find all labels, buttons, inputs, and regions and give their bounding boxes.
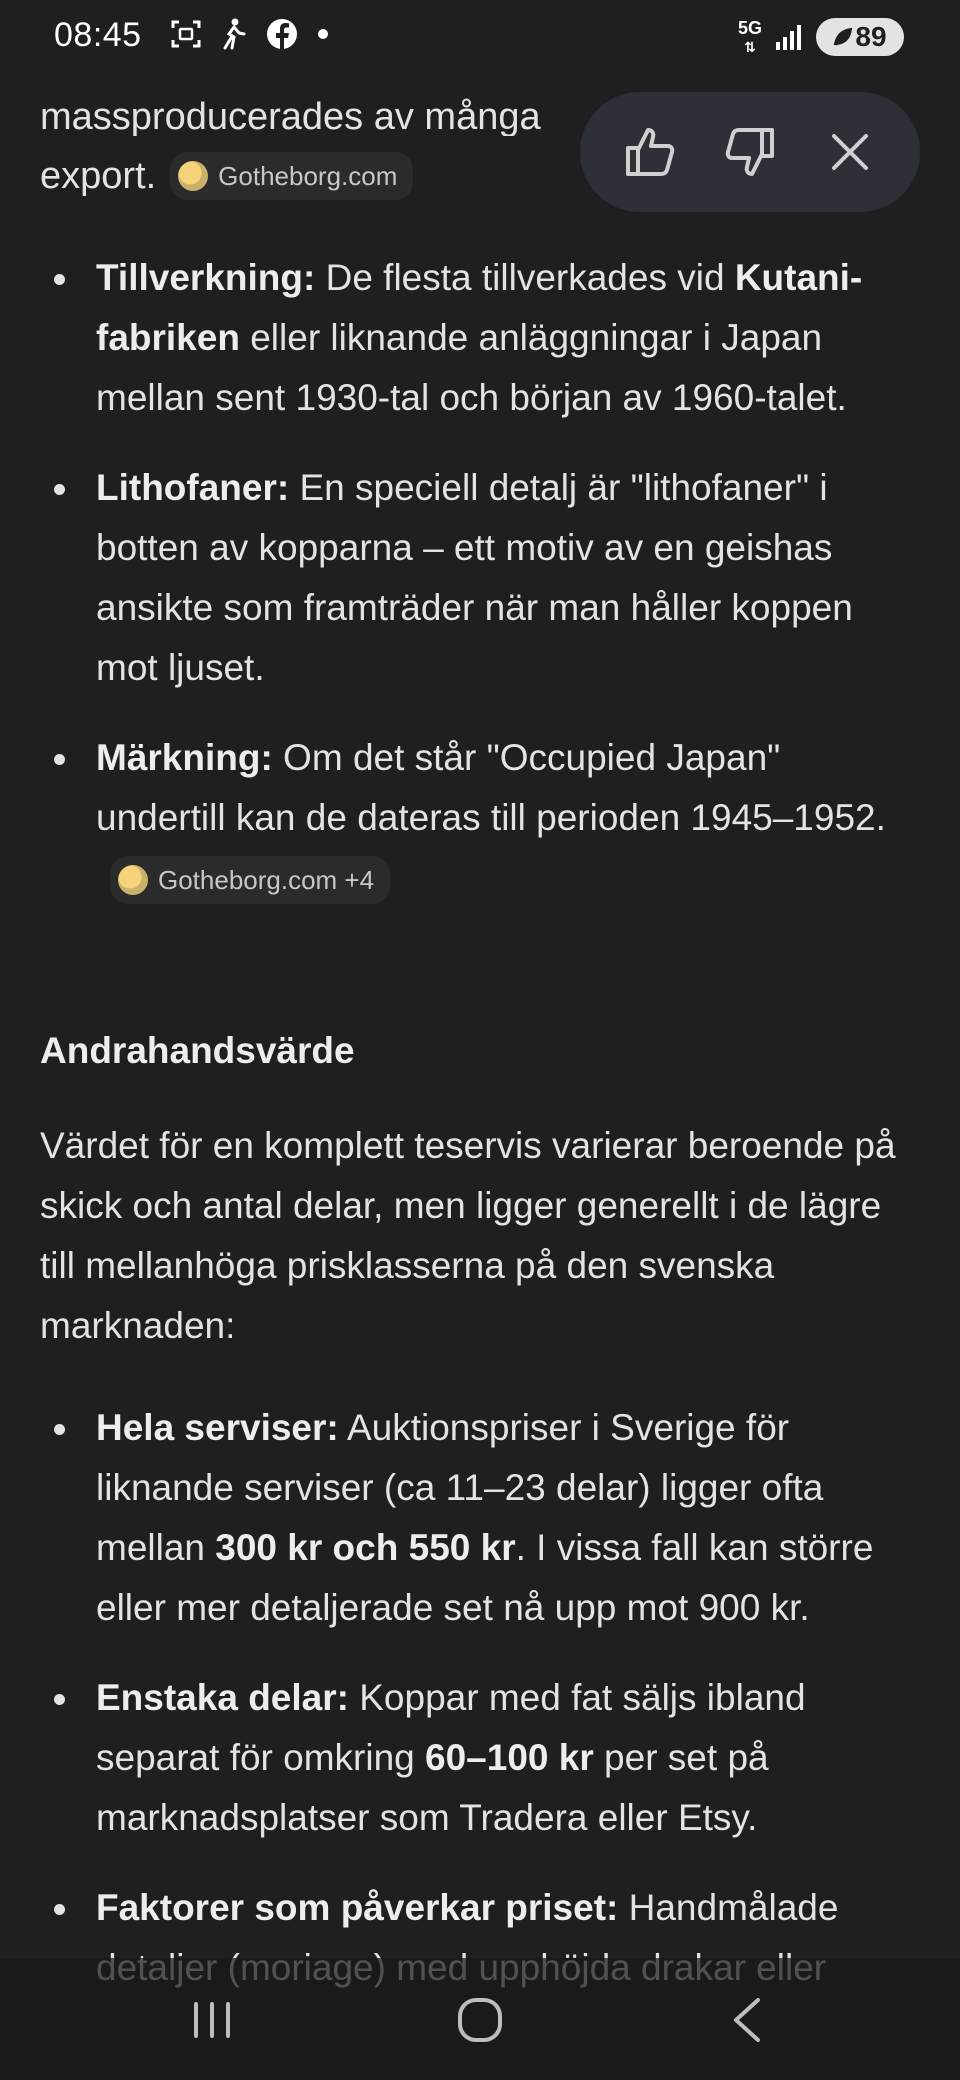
- feedback-bar: [580, 92, 920, 212]
- back-icon: [728, 1996, 768, 2044]
- network-5g-icon: 5G ⇅: [737, 17, 762, 55]
- bullet-bold: Kutani-fabriken: [96, 257, 863, 358]
- bullet-text: . I vissa fall kan större eller mer detaljerade set nå upp mot 900 kr.: [96, 1527, 874, 1628]
- thumbs-down-button[interactable]: [712, 114, 788, 190]
- export-text: export.: [40, 155, 157, 197]
- recents-icon: [190, 2000, 234, 2040]
- back-button[interactable]: [718, 1990, 778, 2050]
- bullet-label: Faktorer som påverkar priset:: [96, 1887, 619, 1928]
- section-paragraph: Värdet för en komplett teservis varierar beroende på skick och antal delar, men ligger generellt i de lägre till mellanhöga prisklasserna på den svenska marknaden:: [40, 1125, 896, 1346]
- system-icons: [738, 18, 904, 56]
- bullet-label: Enstaka delar:: [96, 1677, 349, 1718]
- list-item: [0, 458, 960, 698]
- bullet-label: Tillverkning:: [96, 257, 316, 298]
- bullet-label: Lithofaner:: [96, 467, 290, 508]
- partial-text-line: massproducerades av många: [40, 96, 541, 136]
- list-item: [0, 1398, 960, 1638]
- thumbs-up-button[interactable]: [612, 114, 688, 190]
- bullet-label: Märkning:: [96, 737, 273, 778]
- recents-button[interactable]: [182, 1990, 242, 2050]
- bullet-text: Handmålade: [628, 1887, 839, 1928]
- dot-icon: [316, 27, 330, 41]
- bullet-list-origin: [0, 248, 960, 908]
- facebook-icon: [266, 18, 298, 50]
- status-bar: [0, 0, 960, 80]
- source-chip-label: Gotheborg.com +4: [158, 865, 375, 896]
- globe-icon: [118, 865, 148, 895]
- bullet-text: Om det står "Occupied Japan" undertill kan de dateras till perioden 1945–1952.: [96, 737, 886, 838]
- screenshot-icon: [170, 18, 202, 50]
- bullet-bold: 300 kr och 550 kr: [215, 1527, 516, 1568]
- navigation-bar: [0, 1958, 960, 2080]
- bullet-text: En speciell detalj är "lithofaner" i botten av kopparna – ett motiv av en geishas ansikte som framträder när man håller koppen mot ljuset.: [96, 467, 853, 688]
- list-item: [0, 248, 960, 428]
- network-label: 5G: [737, 17, 762, 38]
- list-item: [0, 1668, 960, 1848]
- source-chip-gotheborg[interactable]: [170, 152, 413, 200]
- battery-indicator: [816, 18, 904, 56]
- bullet-text: De flesta tillverkades vid: [315, 257, 735, 298]
- notification-icons: [170, 18, 330, 50]
- bullet-list-value: [0, 1398, 960, 1998]
- bullet-bold: 60–100 kr: [425, 1737, 594, 1778]
- home-button[interactable]: [450, 1990, 510, 2050]
- bullet-text: eller liknande anläggningar i Japan mellan sent 1930-tal och början av 1960-talet.: [96, 317, 847, 418]
- status-time: 08:45: [54, 16, 142, 54]
- list-item: [0, 728, 960, 908]
- globe-icon: [178, 161, 208, 191]
- export-line: [40, 148, 413, 204]
- home-icon: [455, 1995, 505, 2045]
- walking-icon: [220, 18, 248, 50]
- close-button[interactable]: [812, 114, 888, 190]
- bullet-text: Koppar med fat säljs ibland separat för omkring: [96, 1677, 806, 1778]
- section-heading: Andrahandsvärde: [40, 1030, 355, 1071]
- thumbs-up-icon: [622, 124, 678, 180]
- source-chip-label: Gotheborg.com: [218, 161, 398, 191]
- bullet-label: Hela serviser:: [96, 1407, 339, 1448]
- battery-level: 89: [855, 21, 887, 52]
- signal-icon: [774, 22, 804, 52]
- battery-saver-icon: [833, 26, 853, 48]
- bullet-text: Auktionspriser i Sverige för liknande serviser (ca 11–23 delar) ligger ofta mellan: [96, 1407, 824, 1568]
- bullet-text: per set på marknadsplatser som Tradera eller Etsy.: [96, 1737, 769, 1838]
- thumbs-down-icon: [722, 124, 778, 180]
- source-chip-gotheborg-more[interactable]: [110, 856, 390, 904]
- close-icon: [828, 130, 872, 174]
